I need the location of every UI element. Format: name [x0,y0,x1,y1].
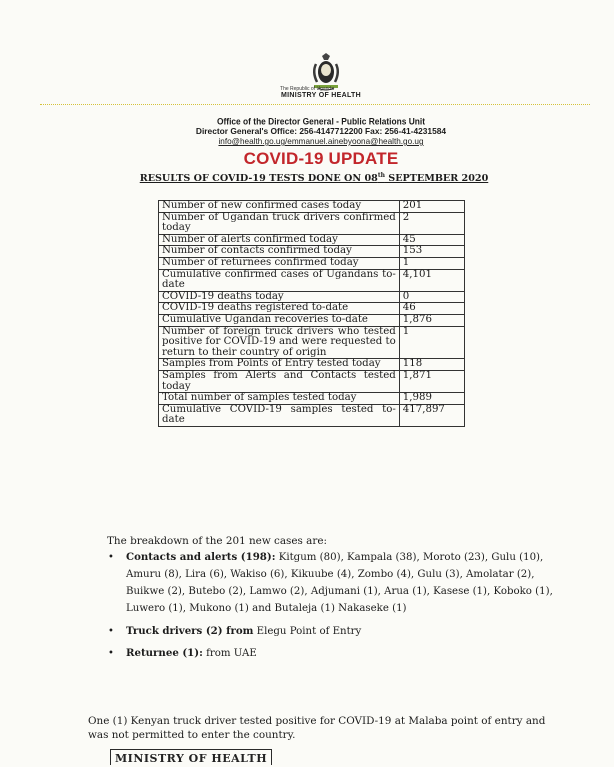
row-value: 2 [399,212,464,234]
breakdown-list [90,549,570,662]
row-value: 118 [399,359,464,371]
table-row [159,303,465,315]
row-label: Cumulative COVID-19 samples tested to-date [159,404,400,426]
row-label: Cumulative confirmed cases of Ugandans to-date [159,269,400,291]
table-row [159,269,465,291]
table-row [159,393,465,405]
office-line: Office of the Director General - Public Relations Unit [216,115,425,127]
email-links[interactable]: info@health.go.ug/emmanuel.ainebyoona@health.go.ug [218,137,424,146]
row-label: Total number of samples tested today [159,393,400,405]
row-value: 1 [399,257,464,269]
row-value: 1,876 [399,314,464,326]
row-value: 1,871 [399,370,464,392]
row-label: COVID-19 deaths today [159,291,400,303]
row-value: 1,989 [399,393,464,405]
row-value: 4,101 [399,269,464,291]
list-item [90,645,570,662]
phone-fax-line: Director General's Office: 256-4147712200 Fax: 256-41-4231584 [195,126,447,136]
row-label: Samples from Points of Entry tested today [159,359,400,371]
table-row [159,246,465,258]
row-value: 46 [399,303,464,315]
table-row [159,201,465,213]
returnee-label: Returnee (1): [126,647,203,659]
row-value: 1 [399,326,464,359]
table-row [159,257,465,269]
header-divider [40,104,590,105]
row-label: COVID-19 deaths registered to-date [159,303,400,315]
breakdown-intro: The breakdown of the 201 new cases are: [107,535,327,547]
row-label: Number of Ugandan truck drivers confirmed today [159,212,400,234]
table-row [159,212,465,234]
list-item [90,623,570,640]
ministry-heading: MINISTRY OF HEALTH [281,92,361,99]
contacts-alerts-label: Contacts and alerts (198): [126,551,276,563]
bullet-icon: • [108,552,114,563]
row-label: Number of new confirmed cases today [159,201,400,213]
row-value: 45 [399,234,464,246]
table-row [159,291,465,303]
kenyan-driver-note: One (1) Kenyan truck driver tested positive for COVID-19 at Malaba point of entry and was not permitted to enter the country. [88,715,546,741]
contacts-alerts-detail: Kitgum (80), Kampala (38), Moroto (23), Gulu (10), Amuru (8), Lira (6), Wakiso (6), Kikuube (4), Zombo (4), Gulu (3), Amolatar (2), Buikwe (2), Butebo (2), Lamwo (2), Adjumani (1), Arua (1), Kasese (1), Koboko (1), Luwero (1), Mukono (1) and Butaleja (1) Nakaseke (1) [126,552,553,614]
table-row [159,404,465,426]
row-value: 201 [399,201,464,213]
row-label: Number of contacts confirmed today [159,246,400,258]
row-label: Number of alerts confirmed today [159,234,400,246]
returnee-detail: from UAE [202,648,257,659]
row-label: Cumulative Ugandan recoveries to-date [159,314,400,326]
bullet-icon: • [108,626,114,637]
list-item [90,549,570,617]
bullet-icon: • [108,648,114,659]
table-row [159,370,465,392]
table-row [159,234,465,246]
row-label: Number of returnees confirmed today [159,257,400,269]
truck-drivers-label: Truck drivers (2) from [126,625,254,637]
row-value: 0 [399,291,464,303]
row-value: 153 [399,246,464,258]
row-label: Number of foreign truck drivers who tested positive for COVID-19 and were requested to return to their country of origin [159,326,400,359]
ministry-stamp: MINISTRY OF HEALTH [110,749,272,765]
table-row [159,314,465,326]
republic-label: The Republic of Uganda [280,86,334,92]
page-title: COVID-19 UPDATE [243,149,399,168]
truck-drivers-detail: Elegu Point of Entry [253,626,362,637]
table-row [159,326,465,359]
row-label: Samples from Alerts and Contacts tested today [159,370,400,392]
table-row [159,359,465,371]
row-value: 417,897 [399,404,464,426]
results-subtitle: RESULTS OF COVID-19 TESTS DONE ON 08th SEPTEMBER 2020 [139,172,489,185]
statistics-table [158,200,465,427]
